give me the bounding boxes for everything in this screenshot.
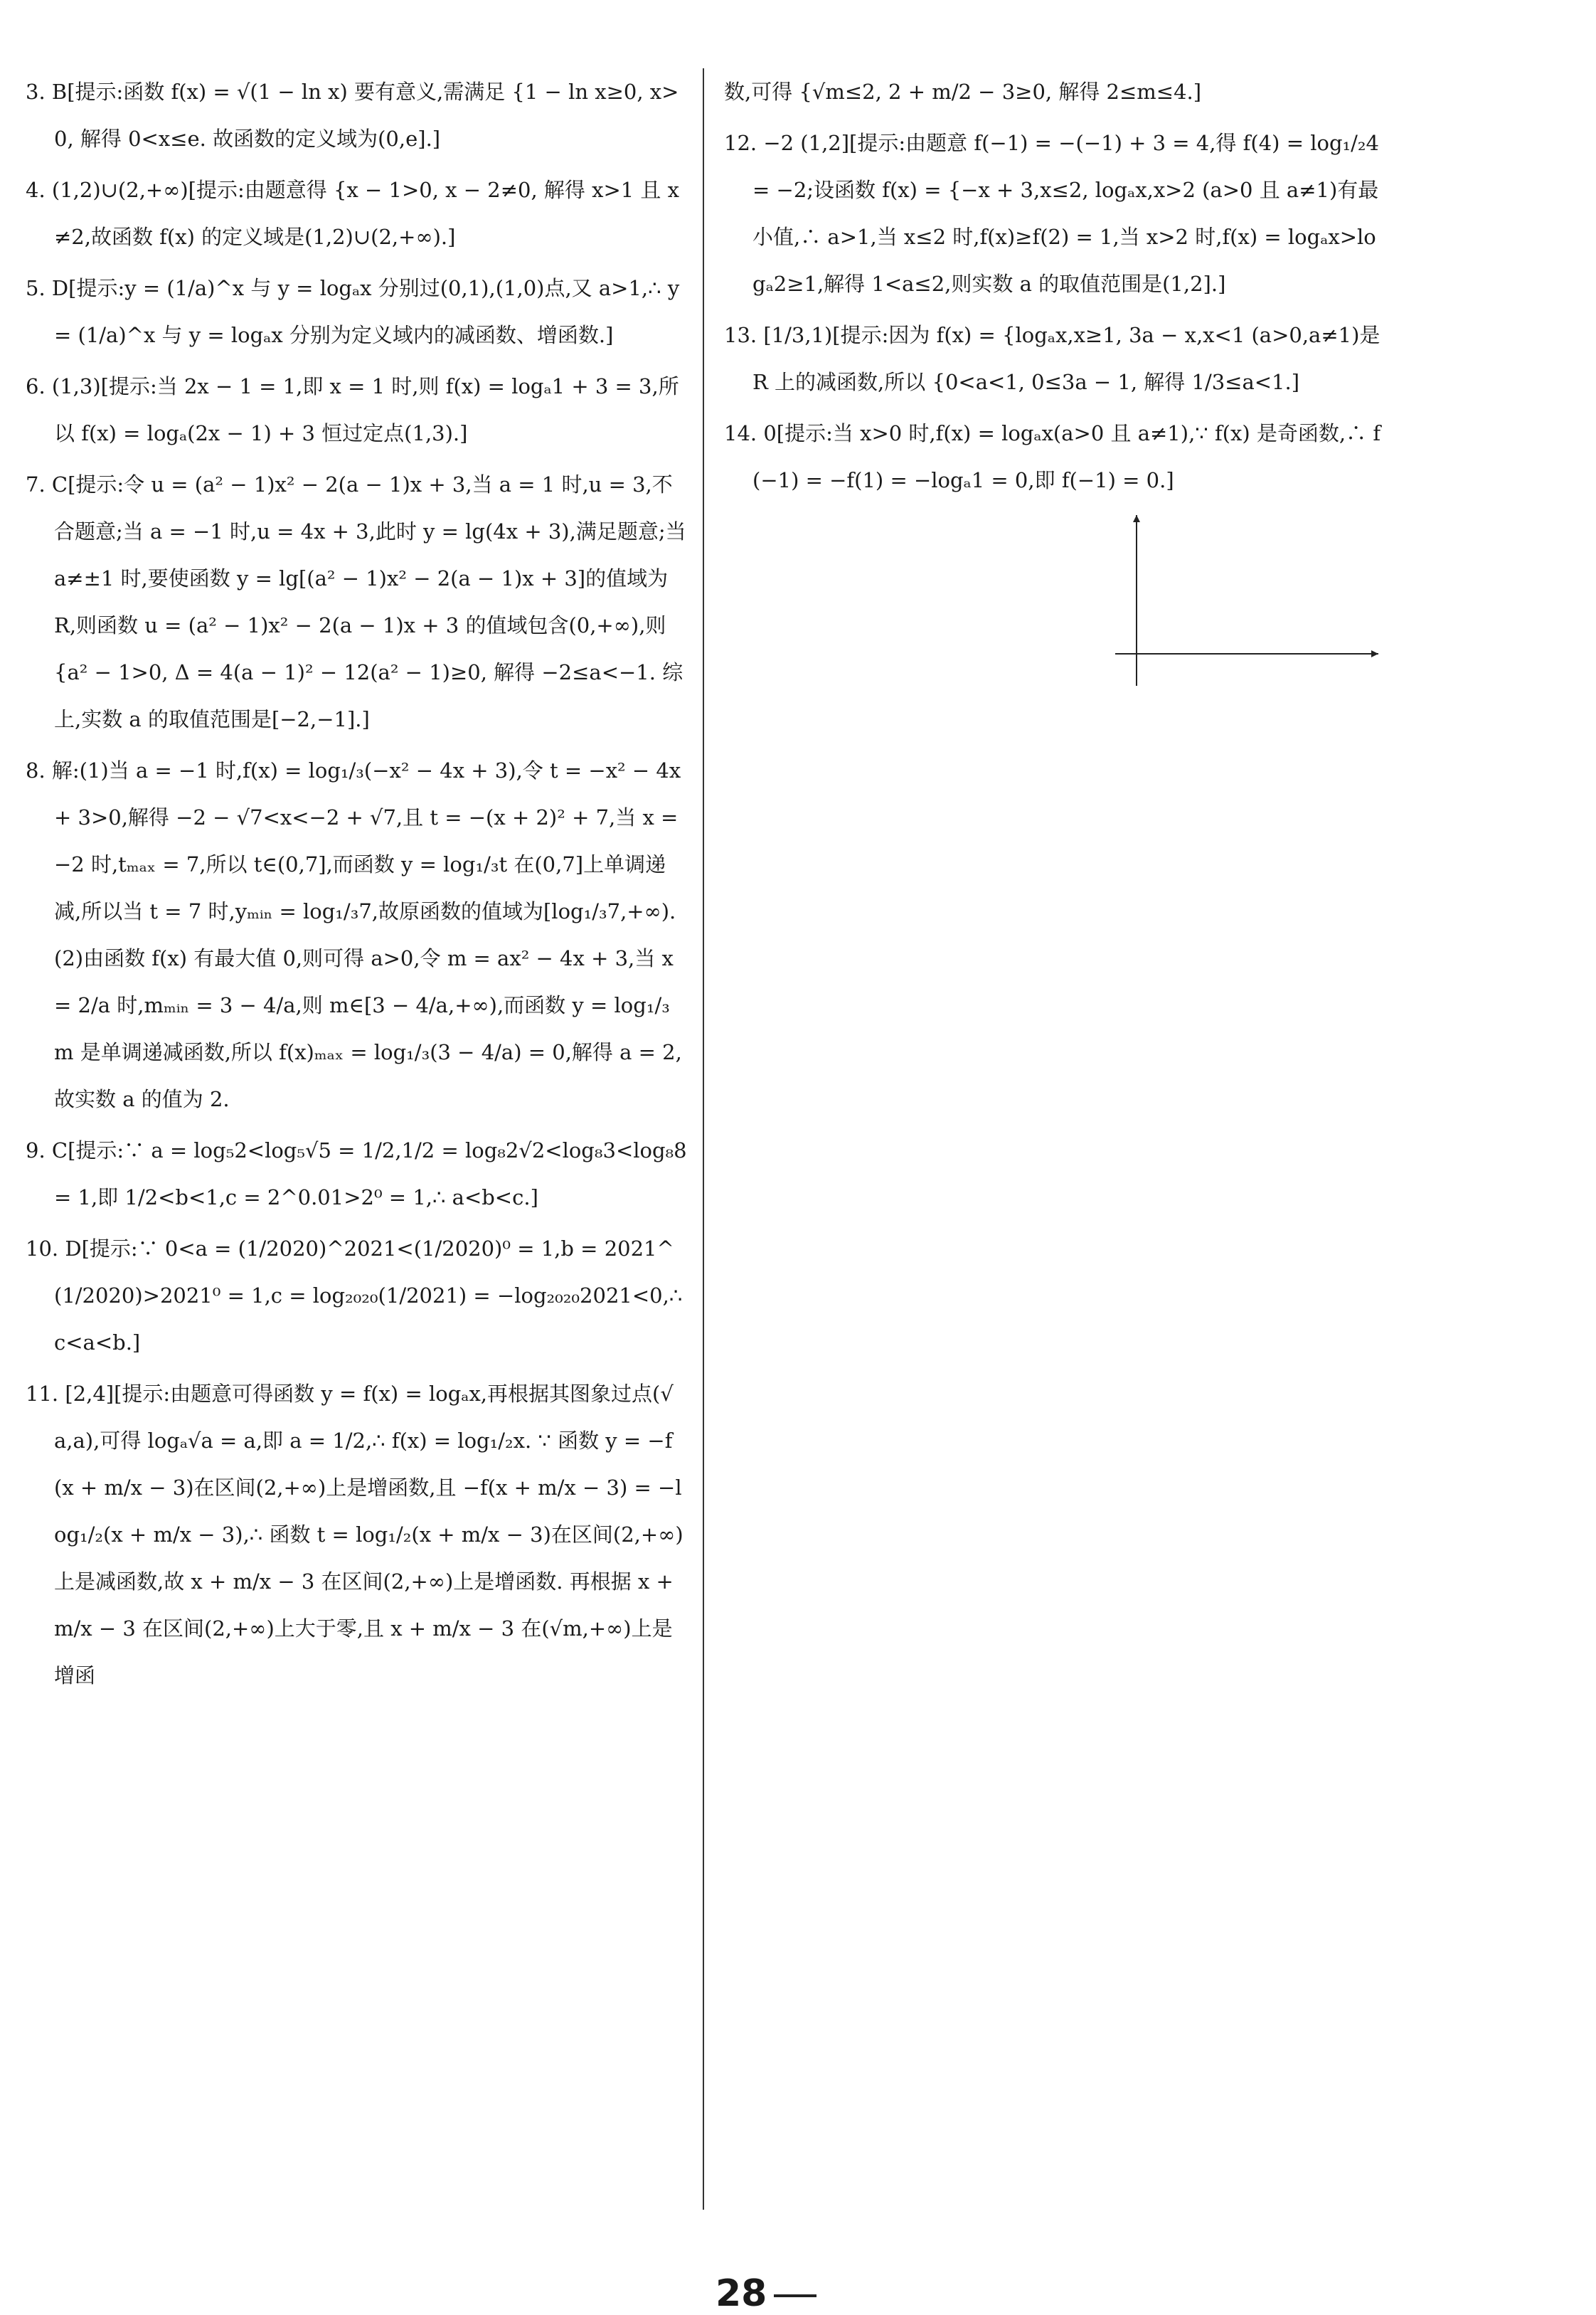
answer-item-6: 6. (1,3)[提示:当 2x − 1 = 1,即 x = 1 时,则 f(x) = logₐ1 + 3 = 3,所以 f(x) = logₐ(2x − 1) + 3 恒过定点(1,3).] [26, 374, 679, 445]
left-column [26, 68, 687, 1703]
answer-item-14: 14. 0[提示:当 x>0 时,f(x) = logₐx(a>0 且 a≠1),∵ f(x) 是奇函数,∴ f(−1) = −f(1) = −logₐ1 = 0,即 f(−1) = 0.] [724, 421, 1381, 492]
answer-item-8: 8. 解:(1)当 a = −1 时,f(x) = log₁/₃(−x² − 4x + 3),令 t = −x² − 4x + 3>0,解得 −2 − √7<x<−2 + √7,且 t = −(x + 2)² + 7,当 x = −2 时,tₘₐₓ = 7,所以 t∈(0,7],而函数 y = log₁/₃t 在(0,7]上单调递减,所以当 t = 7 时,yₘᵢₙ = log₁/₃7,故原函数的值域为[log₁/₃7,+∞). (2)由函数 f(x) 有最大值 0,则可得 a>0,令 m = ax² − 4x + 3,当 x = 2/a 时,mₘᵢₙ = 3 − 4/a,则 m∈[3 − 4/a,+∞),而函数 y = log₁/₃m 是单调递减函数,所以 f(x)ₘₐₓ = log₁/₃(3 − 4/a) = 0,解得 a = 2,故实数 a 的值为 2. [26, 758, 682, 1111]
column-divider [703, 68, 704, 2210]
page-number-dash [774, 2294, 816, 2297]
answer-item-3: 3. B[提示:函数 f(x) = √(1 − ln x) 要有意义,需满足 {1 − ln x≥0, x>0, 解得 0<x≤e. 故函数的定义域为(0,e].] [26, 80, 679, 151]
x-axis-arrow [1371, 650, 1378, 657]
figure-24 [1108, 508, 1385, 721]
right-column [715, 68, 1385, 2315]
answer-item-5: 5. D[提示:y = (1/a)^x 与 y = logₐx 分别过(0,1),(1,0)点,又 a>1,∴ y = (1/a)^x 与 y = logₐx 分别为定义域内的减函数、增函数.] [26, 276, 680, 347]
abs-log-graph [1108, 508, 1385, 693]
answer-item-11: 11. [2,4][提示:由题意可得函数 y = f(x) = logₐx,再根据其图象过点(√a,a),可得 logₐ√a = a,即 a = 1/2,∴ f(x) = log₁/₂x. ∵ 函数 y = −f(x + m/x − 3)在区间(2,+∞)上是增函数,且 −f(x + m/x − 3) = −log₁/₂(x + m/x − 3),∴ 函数 t = log₁/₂(x + m/x − 3)在区间(2,+∞)上是减函数,故 x + m/x − 3 在区间(2,+∞)上是增函数. 再根据 x + m/x − 3 在区间(2,+∞)上大于零,且 x + m/x − 3 在(√m,+∞)上是增函 [26, 1382, 683, 1688]
answer-item-11-continued: 数,可得 {√m≤2, 2 + m/2 − 3≥0, 解得 2≤m≤4.] [724, 80, 1202, 104]
answer-item-12: 12. −2 (1,2][提示:由题意 f(−1) = −(−1) + 3 = 4,得 f(4) = log₁/₂4 = −2;设函数 f(x) = {−x + 3,x≤2, logₐx,x>2 (a>0 且 a≠1)有最小值,∴ a>1,当 x≤2 时,f(x)≥f(2) = 1,当 x>2 时,f(x) = logₐx>logₐ2≥1,解得 1<a≤2,则实数 a 的取值范围是(1,2].] [724, 131, 1380, 296]
answer-item-9: 9. C[提示:∵ a = log₅2<log₅√5 = 1/2,1/2 = log₈2√2<log₈3<log₈8 = 1,即 1/2<b<1,c = 2^0.01>2⁰ = 1,∴ a<b<c.] [26, 1138, 687, 1209]
answer-item-4: 4. (1,2)∪(2,+∞)[提示:由题意得 {x − 1>0, x − 2≠0, 解得 x>1 且 x≠2,故函数 f(x) 的定义域是(1,2)∪(2,+∞).] [26, 178, 680, 249]
answer-item-13: 13. [1/3,1)[提示:因为 f(x) = {logₐx,x≥1, 3a − x,x<1 (a>0,a≠1)是 R 上的减函数,所以 {0<a<1, 0≤3a − 1, 解得 1/3≤a<1.] [724, 323, 1380, 394]
y-axis-arrow [1133, 515, 1140, 522]
page-number: 28 [744, 2272, 816, 2315]
answer-item-10: 10. D[提示:∵ 0<a = (1/2020)^2021<(1/2020)⁰ = 1,b = 2021^(1/2020)>2021⁰ = 1,c = log₂₀₂₀(1/2021) = −log₂₀₂₀2021<0,∴ c<a<b.] [26, 1236, 683, 1355]
answer-item-7: 7. C[提示:令 u = (a² − 1)x² − 2(a − 1)x + 3,当 a = 1 时,u = 3,不合题意;当 a = −1 时,u = 4x + 3,此时 y = lg(4x + 3),满足题意;当 a≠±1 时,要使函数 y = lg[(a² − 1)x² − 2(a − 1)x + 3]的值域为 R,则函数 u = (a² − 1)x² − 2(a − 1)x + 3 的值域包含(0,+∞),则 {a² − 1>0, Δ = 4(a − 1)² − 12(a² − 1)≥0, 解得 −2≤a<−1. 综上,实数 a 的取值范围是[−2,−1].] [26, 472, 686, 731]
